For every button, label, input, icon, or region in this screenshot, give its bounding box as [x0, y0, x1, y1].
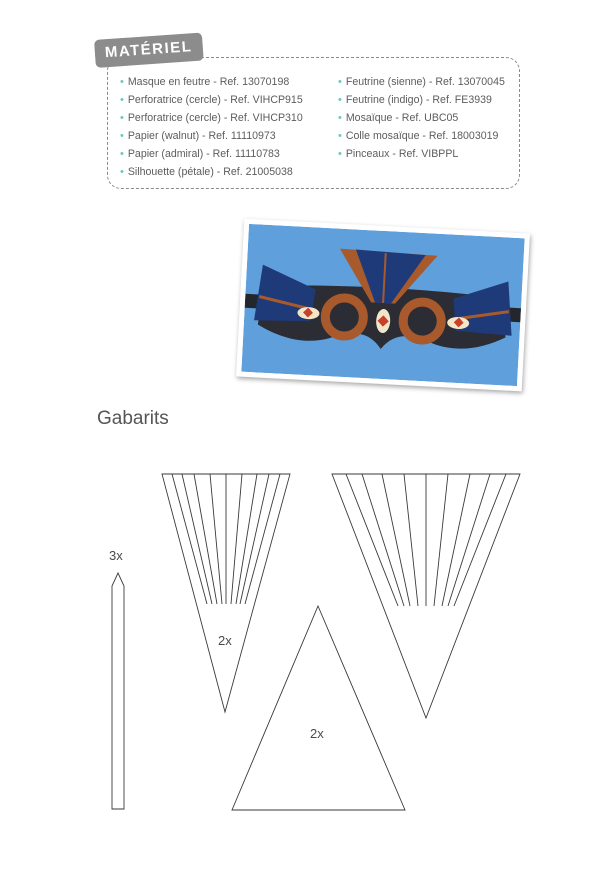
fan-line	[362, 474, 404, 606]
fan-line	[346, 474, 398, 606]
bullet-icon: •	[120, 148, 124, 160]
fan-line	[172, 474, 207, 604]
bullet-icon: •	[120, 76, 124, 88]
bullet-icon: •	[338, 148, 342, 160]
material-item: • Colle mosaïque - Ref. 18003019	[338, 130, 499, 142]
bullet-icon: •	[120, 112, 124, 124]
fan-line	[210, 474, 222, 604]
fan-line	[231, 474, 242, 604]
material-item: • Feutrine (indigo) - Ref. FE3939	[338, 94, 492, 106]
fan-line	[240, 474, 269, 604]
fan-large-lines	[346, 474, 506, 606]
material-item: • Pinceaux - Ref. VIBPPL	[338, 148, 459, 160]
bullet-icon: •	[338, 76, 342, 88]
bullet-icon: •	[338, 130, 342, 142]
bullet-icon: •	[120, 166, 124, 178]
material-item: • Feutrine (sienne) - Ref. 13070045	[338, 76, 505, 88]
fan-line	[245, 474, 280, 604]
bullet-icon: •	[120, 94, 124, 106]
fan-line	[236, 474, 257, 604]
triangle-count-label: 2x	[310, 726, 324, 741]
materials-header: MATÉRIEL	[94, 33, 203, 68]
bullet-icon: •	[338, 112, 342, 124]
material-item: • Masque en feutre - Ref. 13070198	[120, 76, 290, 88]
stick-template	[112, 573, 124, 809]
fan-line	[448, 474, 490, 606]
material-item: • Papier (walnut) - Ref. 11110973	[120, 130, 276, 142]
triangle-template	[232, 606, 405, 810]
material-item: • Perforatrice (cercle) - Ref. VIHCP915	[120, 94, 303, 106]
fan-small-count-label: 2x	[218, 633, 232, 648]
material-item: • Perforatrice (cercle) - Ref. VIHCP310	[120, 112, 303, 124]
fan-small-lines	[172, 474, 280, 604]
stick-count-label: 3x	[109, 548, 123, 563]
templates-title: Gabarits	[97, 408, 169, 429]
bullet-icon: •	[120, 130, 124, 142]
fan-line	[454, 474, 506, 606]
bullet-icon: •	[338, 94, 342, 106]
material-item: • Mosaïque - Ref. UBC05	[338, 112, 459, 124]
material-item: • Papier (admiral) - Ref. 11110783	[120, 148, 280, 160]
material-item: • Silhouette (pétale) - Ref. 21005038	[120, 166, 293, 178]
